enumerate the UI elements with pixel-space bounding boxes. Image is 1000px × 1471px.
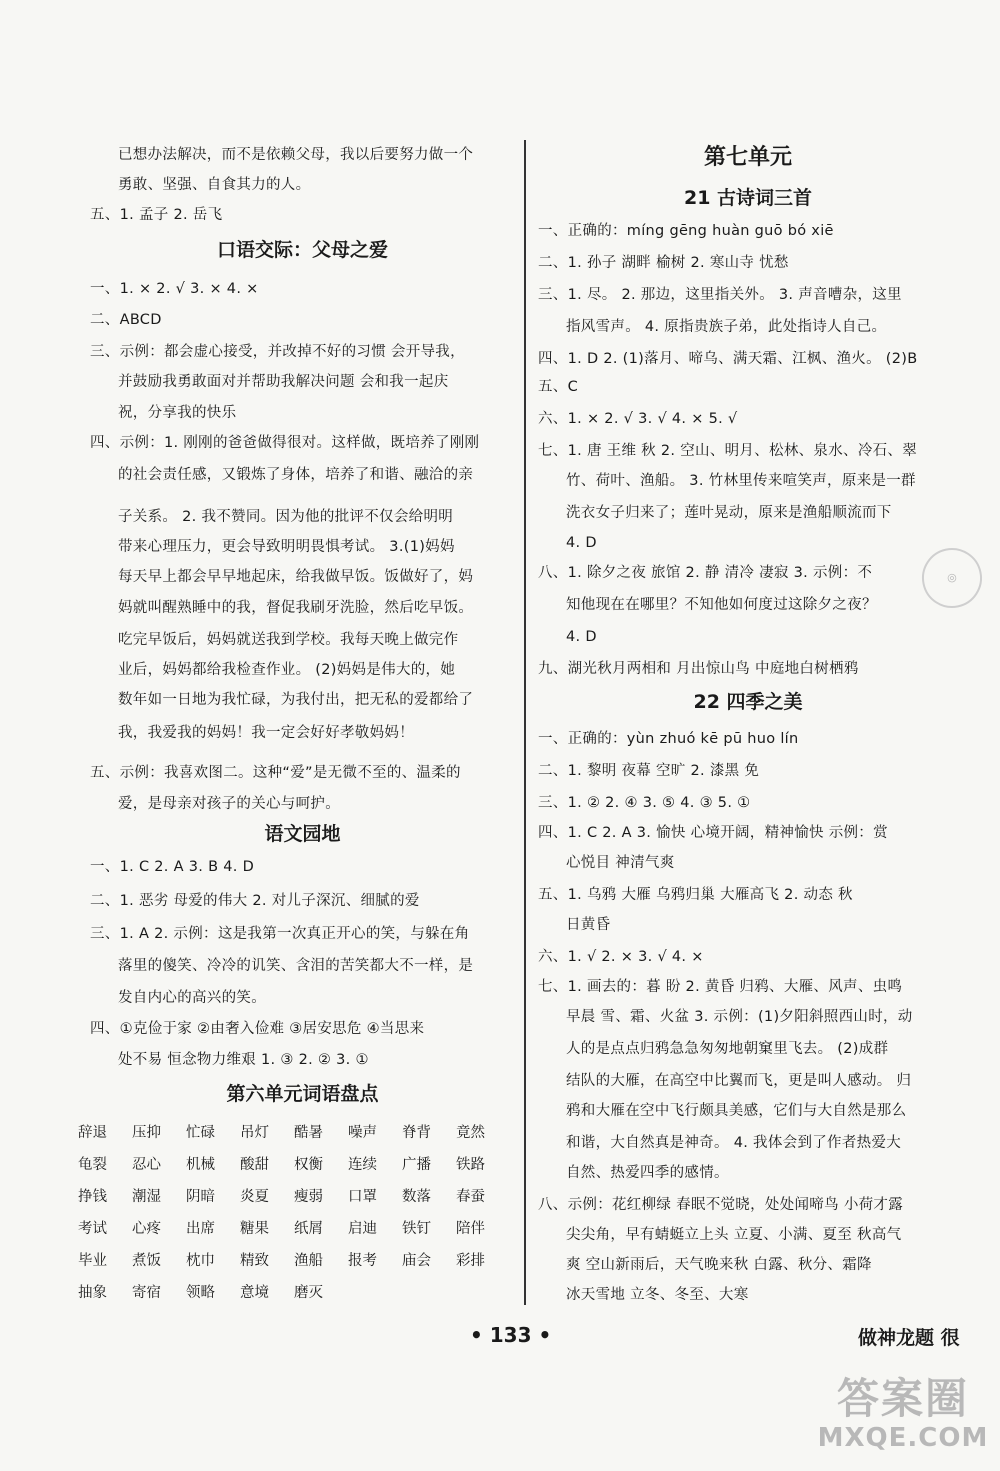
word: 竟然 — [456, 1125, 485, 1141]
answer-line: 一、正确的：míng gēng huàn guō bó xiē — [538, 223, 834, 239]
answer-line: 妈就叫醒熟睡中的我，督促我刷牙洗脸，然后吃早饭。 — [118, 600, 474, 616]
brand-text: 做神龙题 — [858, 1327, 941, 1349]
answer-line: 六、1. √ 2. × 3. √ 4. × — [538, 949, 704, 965]
answer-line: 和谐，大自然真是神奇。 4. 我体会到了作者热爱大 — [566, 1135, 902, 1151]
word: 报考 — [348, 1253, 377, 1269]
answer-line: 一、1. × 2. √ 3. × 4. × — [90, 281, 259, 297]
answer-line: 祝，分享我的快乐 — [118, 405, 237, 421]
word: 铁路 — [456, 1157, 485, 1173]
answer-line: 四、示例：1. 刚刚的爸爸做得很对。这样做，既培养了刚刚 — [90, 435, 480, 451]
answer-line: 一、正确的：yùn zhuó kē pū huo lín — [538, 731, 799, 747]
answer-line: 四、1. D 2. (1)落月、啼乌、满天霜、江枫、渔火。 (2)B — [538, 351, 918, 367]
section-heading-garden: 语文园地 — [264, 823, 341, 845]
answer-line: 三、1. ② 2. ④ 3. ⑤ 4. ③ 5. ① — [538, 795, 751, 811]
word: 毕业 — [78, 1253, 107, 1269]
word: 领略 — [186, 1285, 215, 1301]
answer-line: 七、1. 唐 王维 秋 2. 空山、明月、松林、泉水、冷石、翠 — [538, 443, 918, 459]
word: 糖果 — [240, 1221, 269, 1237]
word: 陪伴 — [456, 1221, 485, 1237]
lesson-heading-21: 21 古诗词三首 — [683, 187, 813, 209]
word: 口罩 — [348, 1189, 377, 1205]
word: 铁钉 — [402, 1221, 431, 1237]
answer-line: 落里的傻笑、冷冷的讥笑、含泪的苦笑都大不一样，是 — [118, 958, 474, 974]
word: 心疼 — [132, 1221, 161, 1237]
answer-line: 鸦和大雁在空中飞行颇具美感，它们与大自然是那么 — [566, 1103, 907, 1119]
word: 噪声 — [348, 1125, 377, 1141]
word: 龟裂 — [78, 1157, 107, 1173]
word: 潮湿 — [132, 1189, 161, 1205]
watermark-logo-text: 答案圈 — [836, 1374, 969, 1423]
word: 酷暑 — [294, 1125, 323, 1141]
word: 脊背 — [402, 1125, 431, 1141]
answer-line: 竹、荷叶、渔船。 3. 竹林里传来喧笑声，原来是一群 — [566, 473, 916, 489]
word: 抽象 — [78, 1285, 107, 1301]
answer-line: 二、ABCD — [90, 312, 162, 328]
answer-line: 知他现在在哪里？不知他如何度过这除夕之夜？ — [566, 597, 877, 613]
word: 意境 — [240, 1285, 269, 1301]
word: 渔船 — [294, 1253, 323, 1269]
word: 出席 — [186, 1221, 215, 1237]
answer-line: 爱，是母亲对孩子的关心与呵护。 — [118, 796, 340, 812]
answer-line: 发自内心的高兴的笑。 — [118, 990, 266, 1006]
answer-line: 五、1. 孟子 2. 岳飞 — [90, 207, 223, 223]
answer-line: 冰天雪地 立冬、冬至、大寒 — [566, 1287, 749, 1303]
answer-line: 六、1. × 2. √ 3. √ 4. × 5. √ — [538, 411, 738, 427]
brand-footer — [858, 1323, 960, 1350]
word: 枕巾 — [186, 1253, 215, 1269]
lesson-heading-22: 22 四季之美 — [693, 691, 803, 713]
word: 炎夏 — [240, 1189, 269, 1205]
answer-line: 并鼓励我勇敢面对并帮助我解决问题 会和我一起庆 — [118, 374, 449, 390]
word: 挣钱 — [78, 1189, 107, 1205]
word: 启迪 — [348, 1221, 377, 1237]
word: 数落 — [402, 1189, 431, 1205]
answer-line: 八、示例：花红柳绿 春眠不觉晓，处处闻啼鸟 小荷才露 — [538, 1197, 904, 1213]
word: 连续 — [348, 1157, 377, 1173]
word: 阴暗 — [186, 1189, 215, 1205]
word: 吊灯 — [240, 1125, 269, 1141]
answer-line: 的社会责任感，又锻炼了身体，培养了和谐、融洽的亲 — [118, 467, 474, 483]
answer-line: 子关系。 2. 我不赞同。因为他的批评不仅会给明明 — [118, 509, 454, 525]
answer-line: 尖尖角，早有蜻蜓立上头 立夏、小满、夏至 秋高气 — [566, 1227, 902, 1243]
answer-line: 勇敢、坚强、自食其力的人。 — [118, 177, 311, 193]
answer-line: 一、1. C 2. A 3. B 4. D — [90, 859, 255, 875]
word: 忍心 — [132, 1157, 161, 1173]
word: 煮饭 — [132, 1253, 161, 1269]
word: 权衡 — [294, 1157, 323, 1173]
answer-line: 四、1. C 2. A 3. 愉快 心境开阔，精神愉快 示例：赏 — [538, 825, 888, 841]
word: 寄宿 — [132, 1285, 161, 1301]
word: 瘦弱 — [294, 1189, 323, 1205]
answer-line: 九、湖光秋月两相和 月出惊山鸟 中庭地白树栖鸦 — [538, 661, 859, 677]
word: 彩排 — [456, 1253, 485, 1269]
answer-line: 处不易 恒念物力维艰 1. ③ 2. ② 3. ① — [118, 1052, 369, 1068]
brand-cut-char: 很 — [940, 1327, 960, 1349]
answer-line: 我，我爱我的妈妈！我一定会好好孝敬妈妈！ — [118, 725, 414, 741]
answer-line: 心悦目 神清气爽 — [566, 855, 675, 871]
word: 机械 — [186, 1157, 215, 1173]
answer-line: 数年如一日地为我忙碌，为我付出，把无私的爱都给了 — [118, 692, 474, 708]
word: 春蚕 — [456, 1189, 485, 1205]
word: 精致 — [240, 1253, 269, 1269]
word: 纸屑 — [294, 1221, 323, 1237]
section-heading-wordlist: 第六单元词语盘点 — [226, 1083, 379, 1105]
answer-line: 早晨 雪、霜、火盆 3. 示例：(1)夕阳斜照西山时，动 — [566, 1009, 913, 1025]
unit-title: 第七单元 — [703, 145, 792, 170]
answer-line: 指风雪声。 4. 原指贵族子弟，此处指诗人自己。 — [566, 319, 887, 335]
answer-line: 二、1. 恶劣 母爱的伟大 2. 对儿子深沉、细腻的爱 — [90, 893, 420, 909]
answer-line: 三、1. 尽。 2. 那边，这里指关外。 3. 声音嘈杂，这里 — [538, 287, 902, 303]
answer-line: 业后，妈妈都给我检查作业。 (2)妈妈是伟大的，她 — [118, 662, 456, 678]
column-divider — [524, 140, 526, 1305]
answer-line: 洗衣女子归来了；莲叶晃动，原来是渔船顺流而下 — [566, 505, 892, 521]
answer-line: 日黄昏 — [566, 917, 611, 933]
section-heading-oral: 口语交际：父母之爱 — [216, 239, 388, 261]
word: 庙会 — [402, 1253, 431, 1269]
answer-line: 八、1. 除夕之夜 旅馆 2. 静 清冷 凄寂 3. 示例：不 — [538, 565, 873, 581]
answer-line: 五、C — [538, 379, 579, 395]
answer-line: 人的是点点归鸦急急匆匆地朝窠里飞去。 (2)成群 — [566, 1041, 889, 1057]
answer-line: 带来心理压力，更会导致明明畏惧考试。 3.(1)妈妈 — [118, 539, 455, 555]
watermark-url: MXQE.COM — [817, 1423, 989, 1453]
answer-line: 四、①克俭于家 ②由奢入俭难 ③居安思危 ④当思来 — [90, 1021, 425, 1037]
answer-line: 五、1. 乌鸦 大雁 乌鸦归巢 大雁高飞 2. 动态 秋 — [538, 887, 853, 903]
word: 考试 — [78, 1221, 107, 1237]
word: 辞退 — [78, 1125, 107, 1141]
answer-line: 4. D — [566, 535, 597, 551]
word: 忙碌 — [186, 1125, 215, 1141]
answer-line: 吃完早饭后，妈妈就送我到学校。我每天晚上做完作 — [118, 632, 459, 648]
word: 广播 — [402, 1157, 431, 1173]
answer-line: 七、1. 画去的：暮 盼 2. 黄昏 归鸦、大雁、风声、虫鸣 — [538, 979, 903, 995]
answer-line: 结队的大雁，在高空中比翼而飞，更是叫人感动。 归 — [566, 1073, 912, 1089]
answer-line: 爽 空山新雨后，天气晚来秋 白露、秋分、霜降 — [566, 1257, 872, 1273]
answer-line: 每天早上都会早早地起床，给我做早饭。饭做好了，妈 — [118, 569, 474, 585]
answer-line: 4. D — [566, 629, 597, 645]
answer-line: 自然、热爱四季的感情。 — [566, 1165, 729, 1181]
stamp-watermark: ◎ — [916, 542, 987, 613]
answer-line: 二、1. 孙子 湖畔 榆树 2. 寒山寺 忧愁 — [538, 255, 789, 271]
site-watermark — [808, 1375, 998, 1453]
answer-line: 已想办法解决，而不是依赖父母，我以后要努力做一个 — [118, 147, 474, 163]
word: 压抑 — [132, 1125, 161, 1141]
answer-line: 三、1. A 2. 示例：这是我第一次真正开心的笑，与躲在角 — [90, 926, 470, 942]
word: 酸甜 — [240, 1157, 269, 1173]
answer-line: 二、1. 黎明 夜幕 空旷 2. 漆黑 免 — [538, 763, 760, 779]
page-number: • 133 • — [470, 1323, 552, 1347]
answer-line: 三、示例：都会虚心接受，并改掉不好的习惯 会开导我， — [90, 344, 465, 360]
answer-line: 五、示例：我喜欢图二。这种“爱”是无微不至的、温柔的 — [90, 765, 461, 781]
word: 磨灭 — [294, 1285, 323, 1301]
